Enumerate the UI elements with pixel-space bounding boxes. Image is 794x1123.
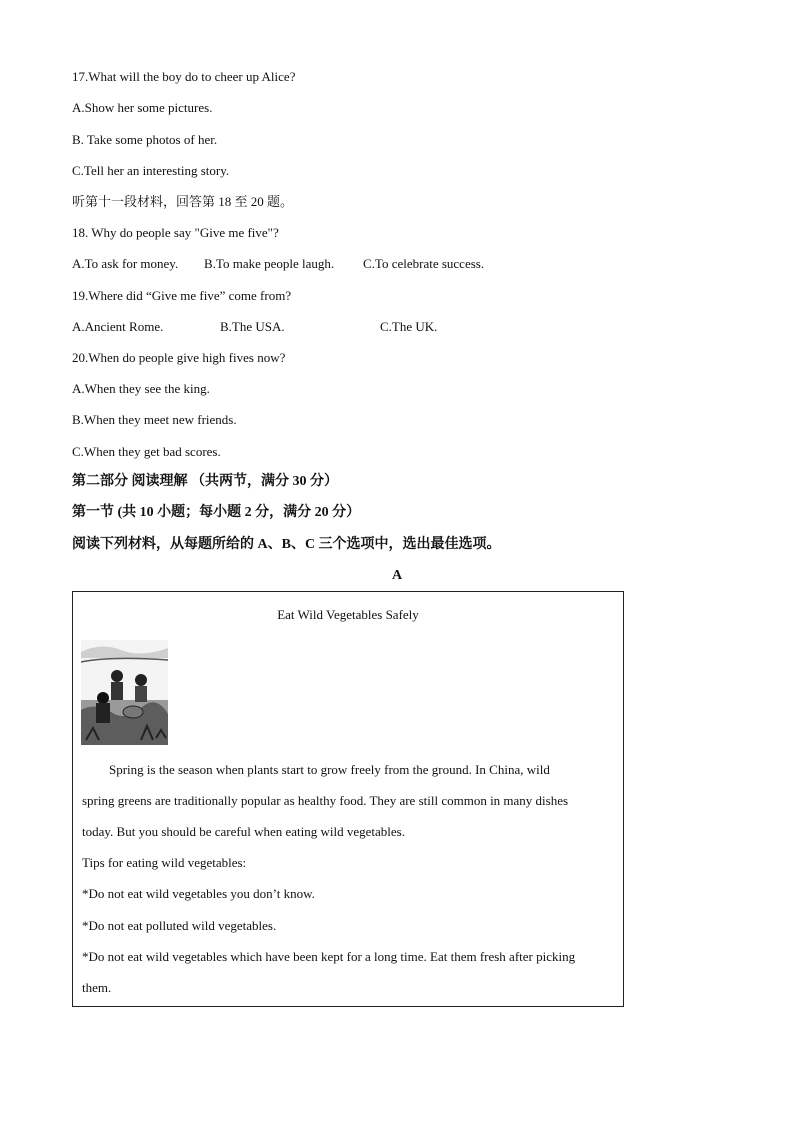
- q17-question: 17.What will the boy do to cheer up Alice?: [72, 69, 296, 84]
- section11-instruction: 听第十一段材料，回答第 18 至 20 题。: [72, 194, 294, 209]
- reading-instruction: 阅读下列材料，从每题所给的 A、B、C 三个选项中，选出最佳选项。: [72, 537, 501, 552]
- q20-question: 20.When do people give high fives now?: [72, 350, 286, 365]
- passage-line-2: spring greens are traditionally popular as healthy food. They are still common in many dishes: [82, 793, 569, 808]
- q17-option-b: B. Take some photos of her.: [72, 132, 218, 147]
- part2-heading: 第二部分 阅读理解 （共两节，满分 30 分）: [72, 474, 338, 489]
- q20-option-c: C.When they get bad scores.: [72, 444, 221, 459]
- q19-option-a: A.Ancient Rome.: [72, 319, 164, 334]
- q18-question: 18. Why do people say "Give me five"?: [72, 225, 279, 240]
- passage-line-1: Spring is the season when plants start to grow freely from the ground. In China, wild: [109, 762, 550, 777]
- passage-line-5: *Do not eat wild vegetables you don’t know.: [82, 886, 315, 901]
- q18-option-c: C.To celebrate success.: [363, 256, 485, 271]
- passage-line-4: Tips for eating wild vegetables:: [82, 855, 247, 870]
- section1-heading: 第一节 (共 10 小题；每小题 2 分，满分 20 分）: [72, 505, 361, 520]
- passage-line-6: *Do not eat polluted wild vegetables.: [82, 918, 277, 933]
- passage-line-3: today. But you should be careful when eating wild vegetables.: [82, 824, 405, 839]
- passage-line-8: them.: [82, 980, 112, 995]
- q19-option-c: C.The UK.: [380, 319, 438, 334]
- passage-title: Eat Wild Vegetables Safely: [277, 607, 419, 622]
- q17-option-a: A.Show her some pictures.: [72, 100, 213, 115]
- children-picking-vegetables-illustration: [81, 640, 168, 745]
- q19-option-b: B.The USA.: [220, 319, 285, 334]
- q19-question: 19.Where did “Give me five” come from?: [72, 288, 292, 303]
- passage-box: [72, 591, 624, 1007]
- passage-label: A: [391, 568, 403, 583]
- q17-option-c: C.Tell her an interesting story.: [72, 163, 230, 178]
- q20-option-b: B.When they meet new friends.: [72, 412, 237, 427]
- passage-line-7: *Do not eat wild vegetables which have been kept for a long time. Eat them fresh after picking: [82, 949, 576, 964]
- q20-option-a: A.When they see the king.: [72, 381, 210, 396]
- q18-option-b: B.To make people laugh.: [204, 256, 335, 271]
- q18-option-a: A.To ask for money.: [72, 256, 179, 271]
